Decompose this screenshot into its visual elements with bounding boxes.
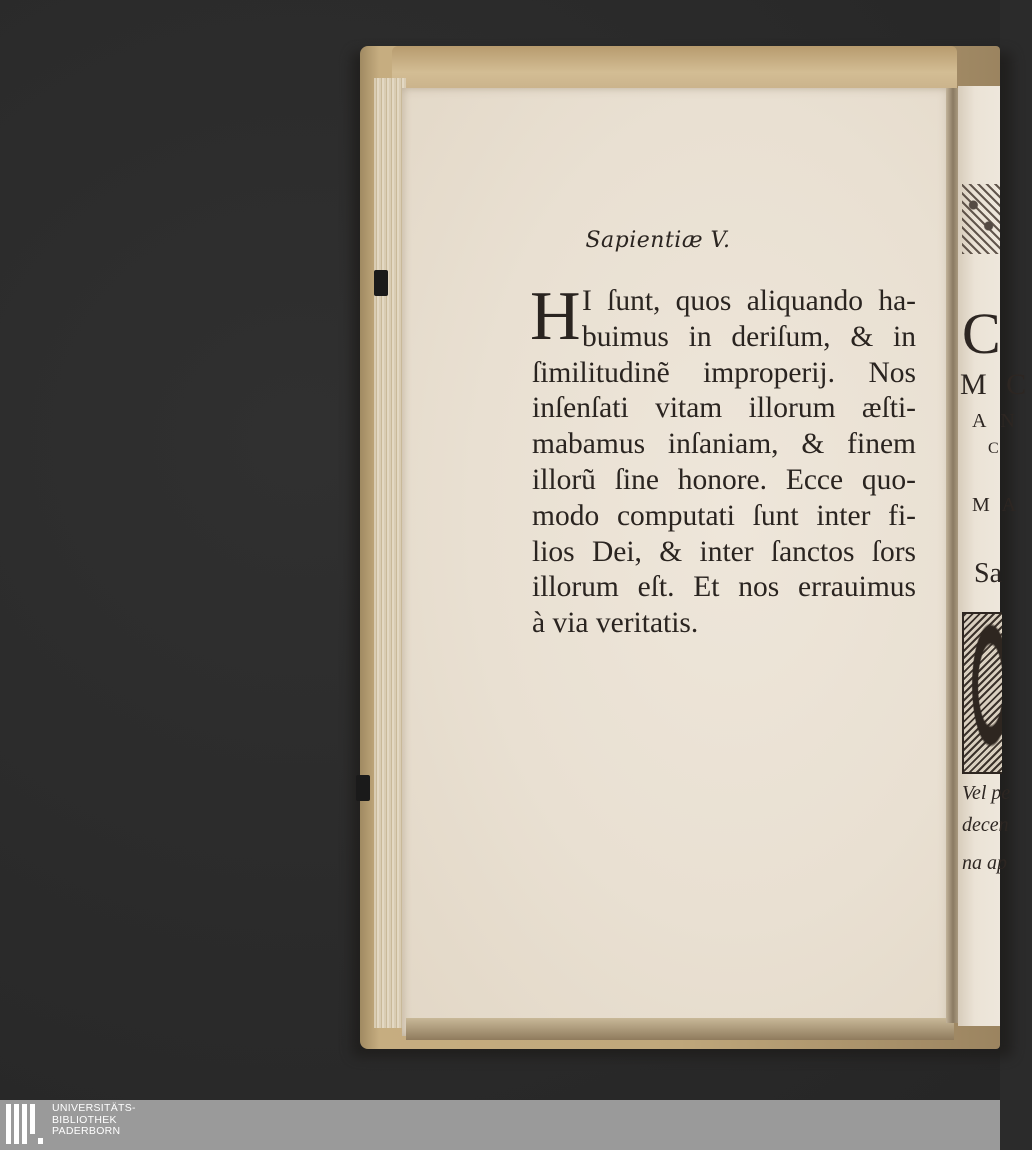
clasp-bottom: [356, 775, 370, 801]
text-line: inſenſati vitam illorum æſti-: [532, 392, 916, 425]
right-page-line: A N: [972, 410, 1020, 432]
text-line: lios Dei, & inter ſanctos ſors: [532, 535, 916, 568]
drop-cap: H: [530, 278, 581, 355]
text-line: à via veritatis.: [532, 607, 699, 640]
logo-line: BIBLIOTHEK: [52, 1113, 117, 1126]
text-line: ſimilitudinẽ improperij. Nos: [532, 356, 916, 389]
book-cover-top: [392, 46, 957, 94]
logo-line: PADERBORN: [52, 1125, 121, 1137]
right-page-line: decen: [962, 814, 1009, 836]
text-line: I ſunt, quos aliquando ha-: [582, 285, 916, 317]
page-bottom-edge: [406, 1018, 954, 1040]
text-line: modo computati ſunt inter fi-: [532, 499, 916, 532]
right-page-line: M C: [960, 368, 1032, 401]
text-line: illorũ ſine honore. Ecce quo-: [532, 463, 916, 496]
ornament-icon: [962, 184, 1000, 254]
running-head: Sapientiæ V.: [585, 228, 731, 253]
decorated-initial-icon: [962, 612, 1002, 774]
right-page-line: na ap: [962, 852, 1007, 874]
footer-bar: [0, 1100, 1000, 1150]
text-line: buimus in deriſum, & in: [582, 320, 916, 353]
right-page-line: C: [962, 301, 1001, 366]
text-line: mabamus inſaniam, & finem: [532, 428, 916, 461]
clasp-top: [374, 270, 388, 296]
logo-line: UNIVERSITÄTS-: [52, 1102, 136, 1114]
right-page-line: Sa: [974, 558, 1002, 589]
text-line: illorum eſt. Et nos errauimus: [532, 571, 916, 604]
right-page-line: M A: [972, 494, 1021, 516]
body-text: [530, 278, 916, 642]
library-logo-icon: [4, 1104, 46, 1146]
right-page-line: Vel pe: [962, 782, 1011, 804]
right-page-line: C: [988, 440, 999, 457]
library-logo-text: [52, 1103, 136, 1138]
